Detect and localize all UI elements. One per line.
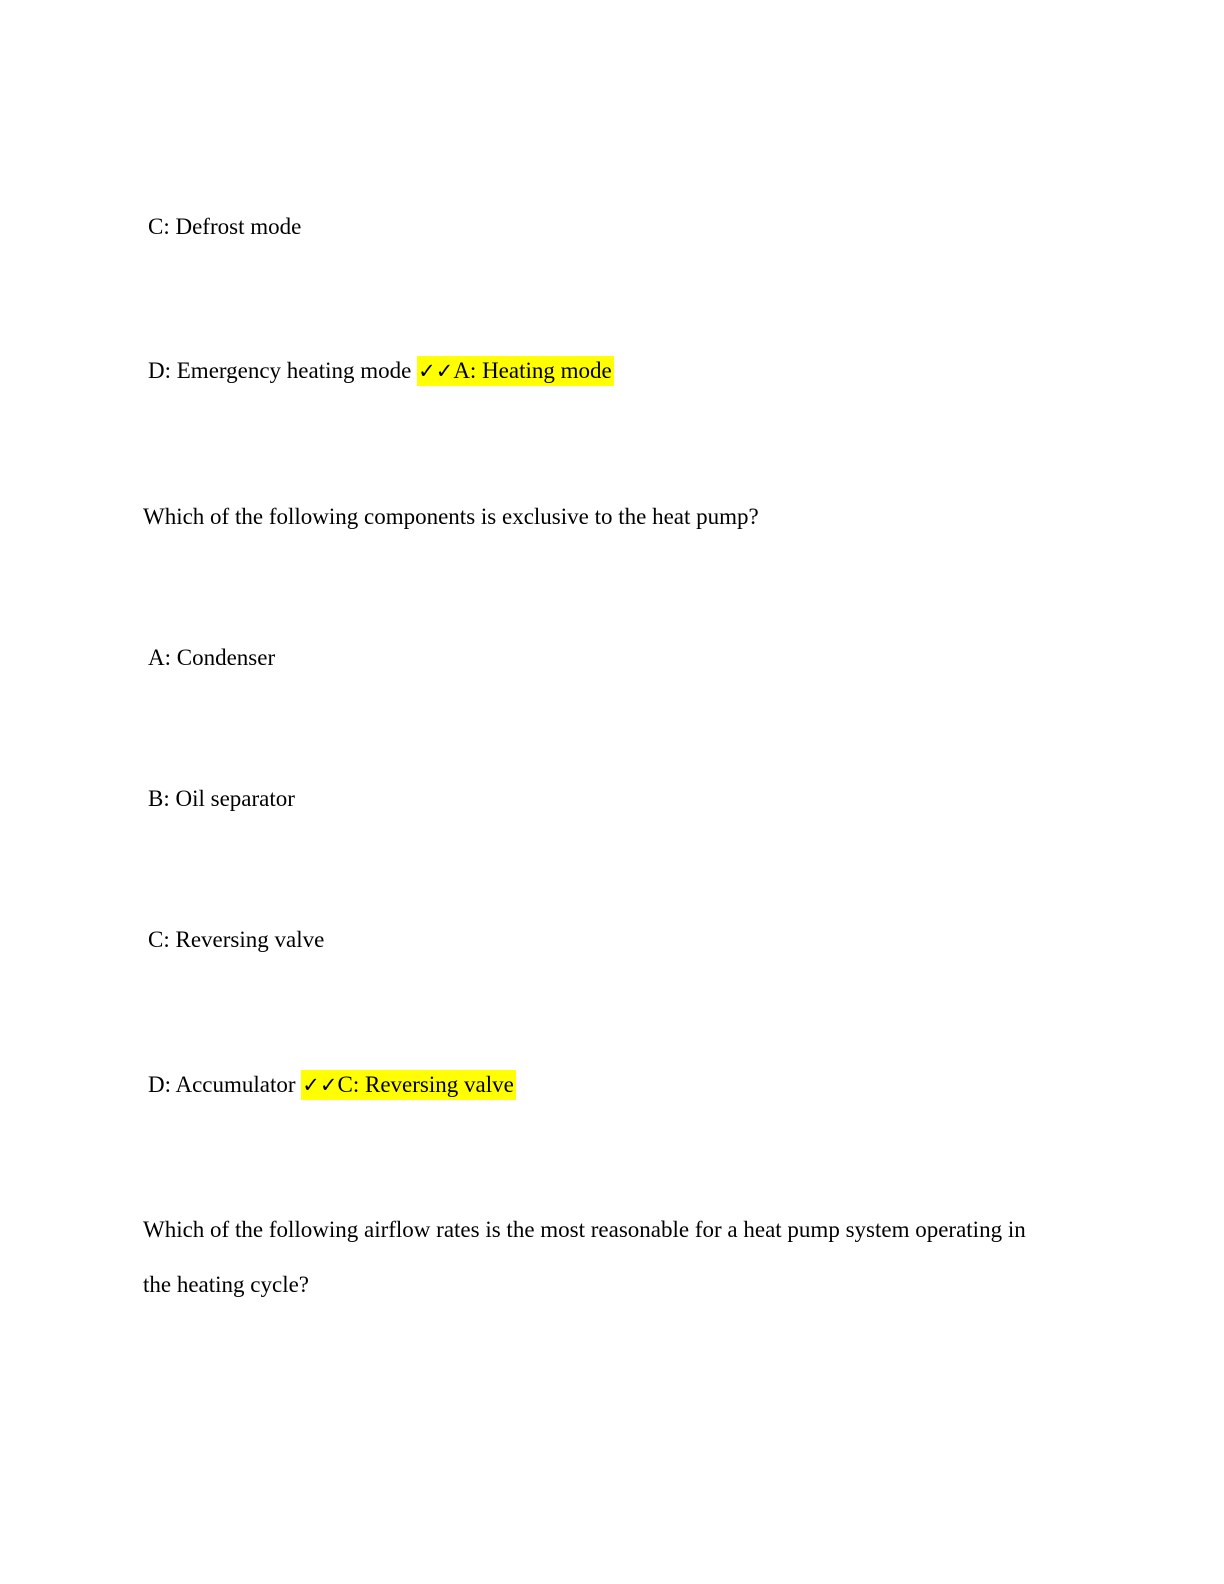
answer-highlight <box>417 356 614 386</box>
option-c-reversing-valve <box>148 925 324 955</box>
question-exclusive-component <box>143 502 759 532</box>
option-text: D: Emergency heating mode <box>148 358 412 383</box>
question-text: Which of the following airflow rates is the most reasonable for a heat pump system operating in <box>143 1217 1026 1242</box>
option-text: C: Reversing valve <box>148 927 325 952</box>
option-d-emergency-heating <box>148 356 614 386</box>
answer-highlight <box>301 1070 516 1100</box>
question-airflow-rates-continued <box>143 1270 309 1300</box>
answer-text: A: Heating mode <box>453 358 612 383</box>
question-text: Which of the following components is exclusive to the heat pump? <box>143 504 759 529</box>
option-c-defrost <box>148 212 301 242</box>
check-icon: ✓✓ <box>418 359 454 383</box>
answer-text: C: Reversing valve <box>337 1072 514 1097</box>
option-text: D: Accumulator <box>148 1072 296 1097</box>
question-text: the heating cycle? <box>143 1272 310 1297</box>
option-text: C: Defrost mode <box>148 214 302 239</box>
option-text: B: Oil separator <box>148 786 295 811</box>
option-b-oil-separator <box>148 784 295 814</box>
option-a-condenser <box>148 643 275 673</box>
check-icon: ✓✓ <box>302 1073 338 1097</box>
question-airflow-rates <box>143 1215 1026 1245</box>
option-d-accumulator <box>148 1070 516 1100</box>
option-text: A: Condenser <box>148 645 276 670</box>
